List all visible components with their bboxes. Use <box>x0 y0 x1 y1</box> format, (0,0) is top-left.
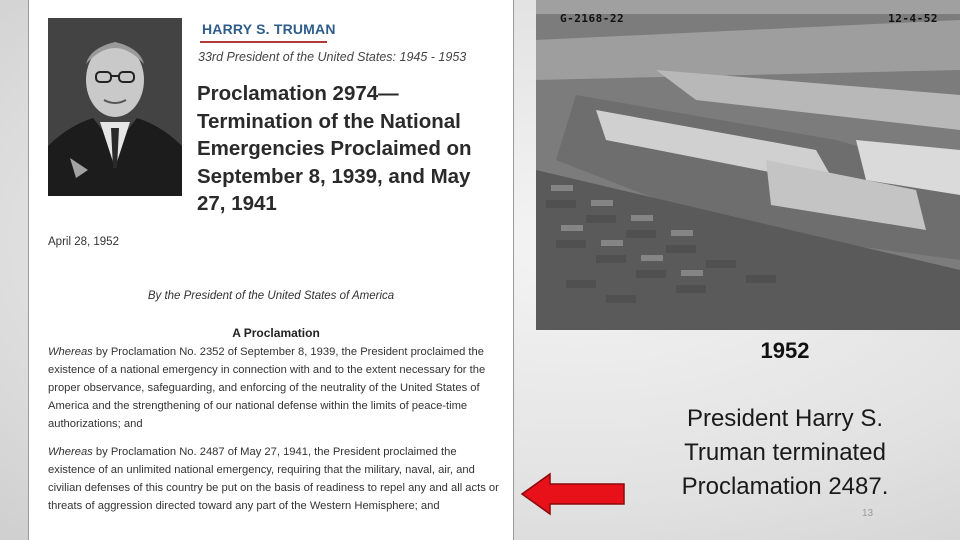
proclamation-title: Proclamation 2974—Termination of the National Emergencies Proclaimed on September 8, 1939, and May 27, 1941 <box>197 82 472 215</box>
proclamation-paragraph-1 <box>48 343 506 433</box>
proclamation-document <box>28 0 514 540</box>
proclamation-date: April 28, 1952 <box>48 236 119 248</box>
name-underline-divider <box>200 41 327 43</box>
whereas-lead-1: Whereas <box>48 346 93 358</box>
paragraph-1-body: by Proclamation No. 2352 of September 8, 1939, the President proclaimed the existence of a national emergency in connection with and to the extent necessary for the proper observance, safeguarding, and enforcing of the neutrality of the United States of America and the strengthening of our national defense within the limits of peace-time authorizations; and <box>48 346 486 431</box>
proclamation-heading: A Proclamation <box>232 326 320 340</box>
slide-caption: President Harry S. Truman terminated Proclamation 2487. <box>681 405 889 500</box>
proclamation-paragraph-2 <box>48 443 506 515</box>
photo-date-label: 12-4-52 <box>888 12 938 25</box>
president-term-subtitle: 33rd President of the United States: 1945 - 1953 <box>198 50 467 64</box>
truman-portrait <box>48 18 182 196</box>
whereas-lead-2: Whereas <box>48 446 93 458</box>
slide-page-number: 13 <box>862 508 874 519</box>
left-arrow-icon <box>520 472 626 516</box>
paragraph-2-body: by Proclamation No. 2487 of May 27, 1941, the President proclaimed the existence of an unlimited national emergency, requiring that the military, naval, air, and civilian defenses of this country be put on the basis of readiness to repel any and all acts or threats of aggression directed toward any part of the Western Hemisphere; and <box>48 446 499 513</box>
proclamation-byline: By the President of the United States of America <box>147 290 395 302</box>
president-name-link[interactable]: HARRY S. TRUMAN <box>202 21 336 37</box>
aerial-factory-photo <box>536 0 960 330</box>
photo-negative-label: G-2168-22 <box>560 12 625 25</box>
year-heading: 1952 <box>760 338 810 363</box>
